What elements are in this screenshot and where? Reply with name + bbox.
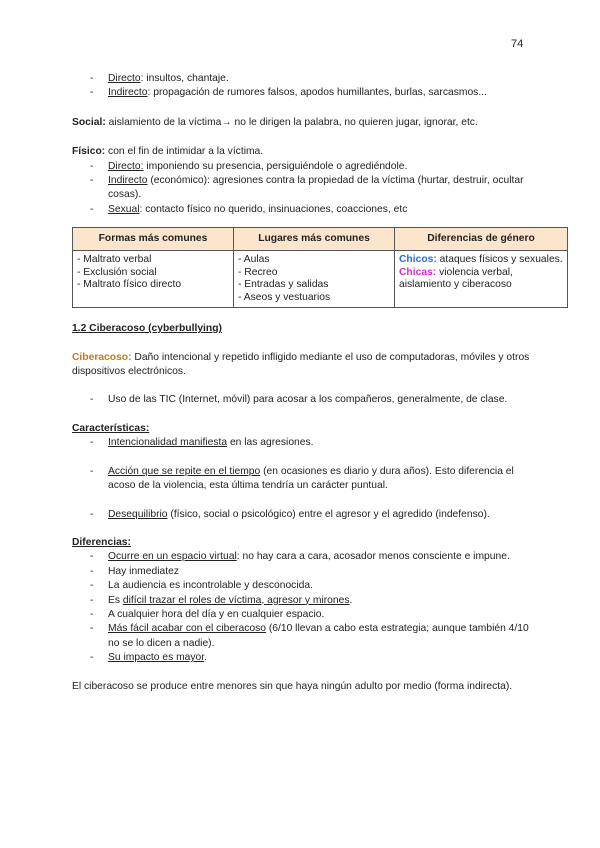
list-item	[72, 651, 532, 665]
list-item	[72, 465, 532, 494]
term: Directo	[108, 73, 141, 84]
item-text: imponiendo su presencia, persiguiéndole o agrediéndole.	[143, 160, 408, 172]
term: Desequilibrio	[108, 508, 168, 520]
fisico-text: con el fin de intimidar a la víctima.	[105, 146, 264, 158]
list-item	[72, 436, 532, 450]
term: Indirecto	[108, 175, 148, 187]
item-text: : insultos, chantaje.	[140, 73, 229, 84]
term: Su impacto es mayor	[108, 652, 205, 664]
term: Indirecto	[108, 87, 148, 99]
ciberacoso-paragraph	[72, 351, 532, 380]
social-text: aislamiento de la víctima→ no le dirigen la palabra, no quieren jugar, ignorar, etc.	[105, 116, 478, 128]
list-item	[72, 160, 532, 174]
bullying-table	[72, 227, 568, 308]
table-cell-formas	[73, 251, 234, 308]
item-text: (físico, social o psicológico) entre el agresor y el agredido (indefenso).	[167, 508, 490, 520]
caracteristicas-list	[72, 436, 532, 522]
item-text: : no hay cara a cara, acosador menos consciente e impune.	[236, 551, 510, 563]
list-item	[72, 550, 532, 564]
chicas-text: violencia verbal, aislamiento y ciberacoso	[399, 266, 513, 291]
fisico-label: Físico:	[72, 146, 106, 158]
section-heading: 1.2 Ciberacoso (cyberbullying)	[72, 323, 222, 335]
list-item	[72, 594, 532, 608]
table-header: Formas más comunes	[73, 228, 234, 251]
item-text: (económico): agresiones contra la propiedad de la víctima (hurtar, destruir, ocultar cosas).	[108, 175, 524, 201]
list-item	[72, 86, 532, 100]
table-header: Diferencias de género	[395, 228, 568, 251]
cell-line: - Recreo	[238, 266, 278, 278]
cell-line	[399, 254, 563, 267]
list-item	[72, 622, 532, 651]
page-number: 74	[511, 38, 524, 50]
list-item: - La audiencia es incontrolable y desconocida.	[72, 579, 532, 593]
cell-line: - Maltrato verbal	[77, 254, 152, 266]
cell-line	[399, 267, 563, 292]
cell-line: - Maltrato físico directo	[77, 279, 182, 291]
item-text: (en ocasiones es diario y dura años). Esto diferencia el acoso de la violencia, esta última tendría un carácter puntual.	[108, 465, 514, 492]
cell-line: - Exclusión social	[77, 266, 157, 278]
item-text: (6/10 llevan a cabo esta estrategia; aunque también 4/10 no se lo dicen a nadie).	[108, 623, 529, 649]
list-item	[72, 203, 532, 217]
chicos-text: ataques físicos y sexuales.	[436, 254, 563, 266]
list-item	[72, 72, 532, 86]
list-item	[72, 174, 532, 203]
item-text: .	[349, 594, 353, 606]
fisico-paragraph	[72, 145, 532, 159]
closing-paragraph: El ciberacoso se produce entre menores sin que haya ningún adulto por medio (forma indirecta).	[72, 680, 513, 692]
table-header: Lugares más comunes	[234, 228, 395, 251]
caracteristicas-title	[72, 422, 532, 436]
list-item: - Hay inmediatez	[72, 565, 532, 579]
item-text: Es	[108, 594, 123, 606]
diferencias-list	[72, 550, 532, 665]
item-text: : contacto físico no querido, insinuaciones, coacciones, etc	[139, 203, 408, 215]
document-body	[72, 72, 563, 694]
top-list	[72, 72, 532, 101]
table-header-row	[73, 228, 568, 251]
term: Intencionalidad manifiesta	[108, 437, 228, 449]
table-cell-genero	[395, 251, 568, 308]
table-cell-lugares	[234, 251, 395, 308]
diferencias-title	[72, 536, 532, 550]
item-text: : propagación de rumores falsos, apodos humillantes, burlas, sarcasmos...	[147, 87, 487, 99]
chicos-label: Chicos:	[399, 254, 437, 266]
chicas-label: Chicas:	[399, 266, 437, 278]
term: difícil trazar el roles de víctima, agresor y mirones	[122, 594, 350, 606]
item-text: en las agresiones.	[227, 437, 314, 449]
list-item	[72, 508, 532, 522]
caracteristicas-title-text: Características:	[72, 422, 150, 434]
item-text: .	[204, 652, 208, 664]
list-item: - A cualquier hora del día y en cualquier espacio.	[72, 608, 532, 622]
term: Acción que se repite en el tiempo	[108, 465, 261, 477]
list-item: - Uso de las TIC (Internet, móvil) para acosar a los compañeros, generalmente, de clase.	[72, 393, 532, 407]
cell-line: - Aseos y vestuarios	[238, 291, 331, 303]
cell-line: - Entradas y salidas	[238, 279, 329, 291]
cell-line: - Aulas	[238, 254, 270, 266]
tic-list	[72, 393, 532, 407]
term: Directo:	[108, 160, 144, 172]
social-paragraph	[72, 116, 532, 130]
diferencias-title-text: Diferencias:	[72, 536, 131, 548]
social-label: Social:	[72, 116, 106, 128]
fisico-list	[72, 160, 532, 218]
ciberacoso-label: Ciberacoso:	[72, 351, 132, 363]
term: Más fácil acabar con el ciberacoso	[108, 623, 266, 635]
term: Sexual	[108, 203, 140, 215]
ciberacoso-text: Daño intencional y repetido infligido mediante el uso de computadoras, móviles y otros dispositivos electrónicos.	[72, 351, 530, 378]
table-row	[73, 251, 568, 308]
term: Ocurre en un espacio virtual	[108, 551, 237, 563]
